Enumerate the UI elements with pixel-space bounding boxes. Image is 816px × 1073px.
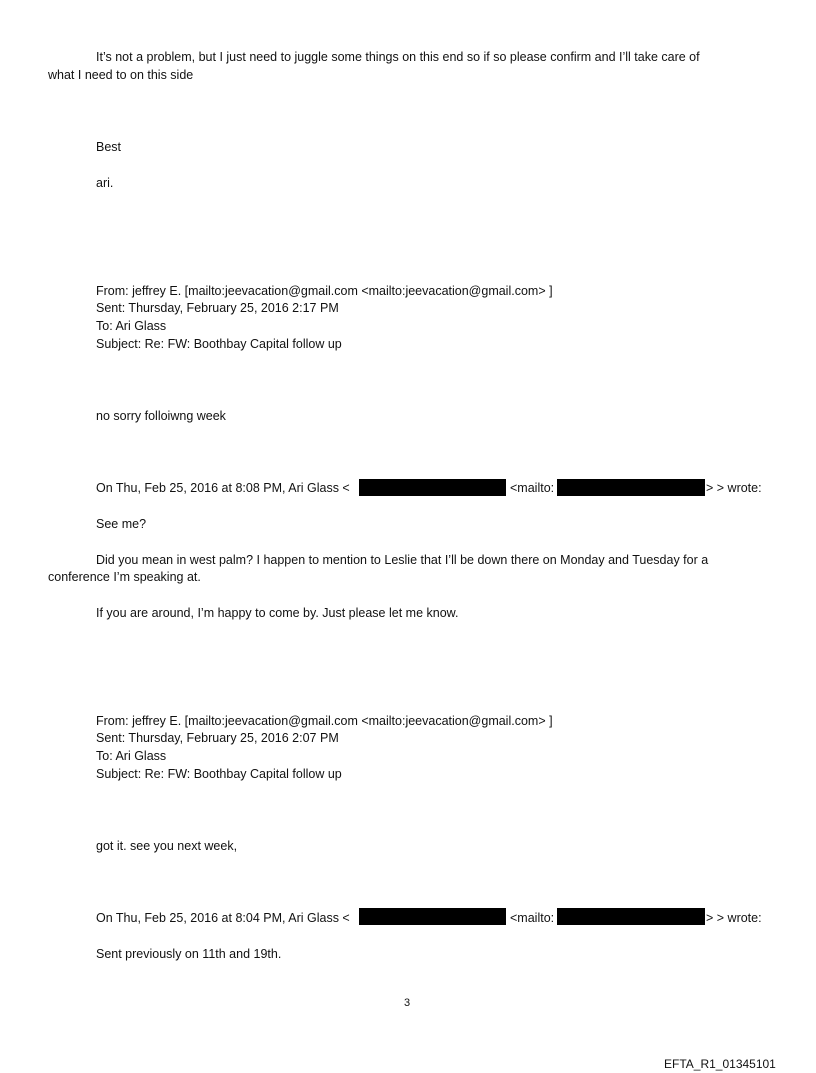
redaction-block — [557, 908, 705, 925]
quote-mailto: <mailto: — [510, 481, 555, 495]
body-text: conference I’m speaking at. — [48, 570, 201, 584]
quote-prefix: On Thu, Feb 25, 2016 at 8:04 PM, Ari Glass < — [96, 911, 350, 925]
quote-prefix: On Thu, Feb 25, 2016 at 8:08 PM, Ari Glass < — [96, 481, 350, 495]
redaction-block — [359, 479, 506, 496]
email-header-to: To: Ari Glass — [96, 319, 167, 333]
body-text: See me? — [96, 517, 147, 531]
bates-number: EFTA_R1_01345101 — [664, 1057, 776, 1071]
email-header-from: From: jeffrey E. [mailto:jeevacation@gmail.com <mailto:jeevacation@gmail.com> ] — [96, 714, 553, 728]
email-header-subject: Subject: Re: FW: Boothbay Capital follow up — [96, 337, 342, 351]
email-header-sent: Sent: Thursday, February 25, 2016 2:17 PM — [96, 301, 339, 315]
page-number: 3 — [404, 997, 411, 1009]
redaction-block — [557, 479, 705, 496]
quote-suffix: > > wrote: — [706, 911, 762, 925]
email-header-sent: Sent: Thursday, February 25, 2016 2:07 PM — [96, 731, 339, 745]
email-header-subject: Subject: Re: FW: Boothbay Capital follow up — [96, 767, 342, 781]
quote-suffix: > > wrote: — [706, 481, 762, 495]
email-header-to: To: Ari Glass — [96, 749, 167, 763]
body-text: what I need to on this side — [48, 68, 194, 82]
body-text: If you are around, I’m happy to come by. Just please let me know. — [96, 606, 459, 620]
redaction-block — [359, 908, 506, 925]
body-text: It’s not a problem, but I just need to juggle some things on this end so if so please confirm and I’ll take care of — [96, 50, 700, 64]
email-header-from: From: jeffrey E. [mailto:jeevacation@gmail.com <mailto:jeevacation@gmail.com> ] — [96, 284, 553, 298]
signoff-text: Best — [96, 140, 122, 154]
quote-mailto: <mailto: — [510, 911, 555, 925]
body-text: Did you mean in west palm? I happen to mention to Leslie that I’ll be down there on Monday and Tuesday for a — [96, 553, 709, 567]
reply-text: got it. see you next week, — [96, 839, 238, 853]
body-text: Sent previously on 11th and 19th. — [96, 947, 282, 961]
reply-text: no sorry folloiwng week — [96, 409, 226, 423]
signature-text: ari. — [96, 176, 114, 190]
